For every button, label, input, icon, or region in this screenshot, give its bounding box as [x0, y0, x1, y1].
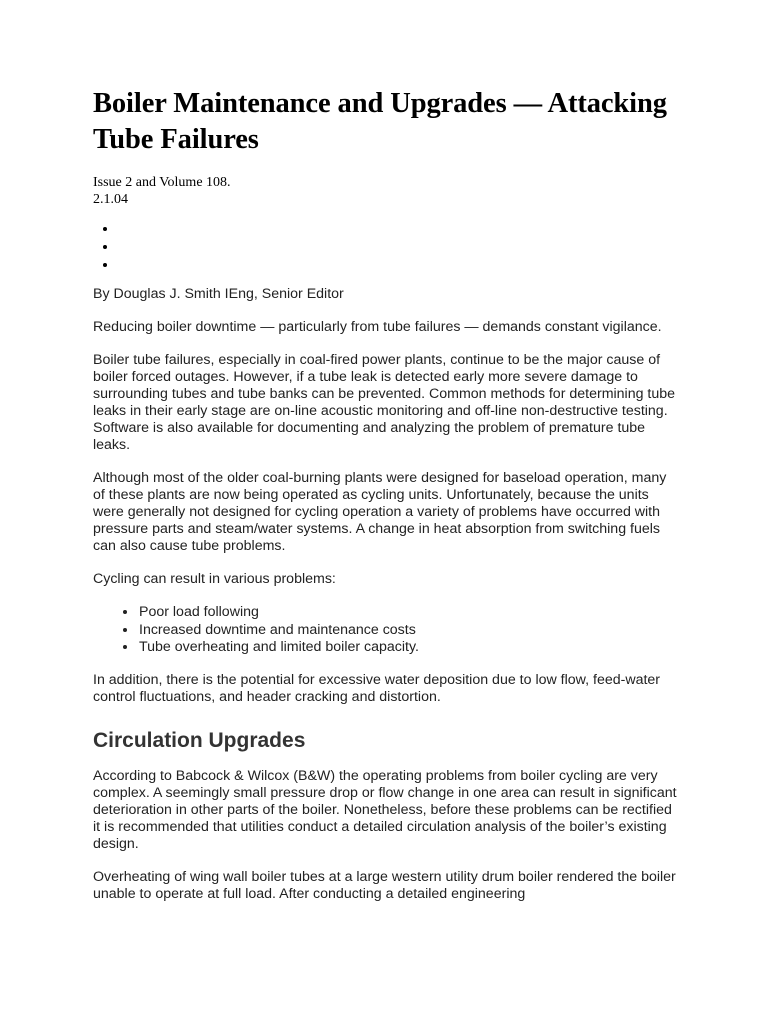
paragraph-intro: Reducing boiler downtime — particularly from tube failures — demands constant vigilance. — [93, 319, 662, 335]
share-link-item[interactable] — [117, 238, 678, 256]
issue-info: Issue 2 and Volume 108. — [93, 175, 231, 190]
share-links-list — [93, 220, 678, 274]
article-meta — [93, 174, 678, 208]
problems-list — [93, 604, 678, 657]
list-item: • Tube overheating and limited boiler capacity. — [138, 639, 678, 657]
share-link-item[interactable] — [117, 256, 678, 274]
paragraph-tube-failures: Boiler tube failures, especially in coal-fired power plants, continue to be the major cause of boiler forced outages. However, if a tube leak is detected early more severe damage to surrounding tubes and tube banks can be prevented. Common methods for determining tube leaks in their early stage are on-line acoustic monitoring and off-line non-destructive testing. Software is also available for documenting and analyzing the problem of premature tube leaks. — [93, 352, 676, 453]
list-item: • Poor load following — [138, 604, 678, 622]
paragraph-cycling-problems: Cycling can result in various problems: — [93, 571, 336, 587]
section-heading: Circulation Upgrades — [93, 728, 306, 752]
article — [93, 86, 678, 919]
publish-date: 2.1.04 — [93, 192, 128, 207]
paragraph-wing-wall: Overheating of wing wall boiler tubes at a large western utility drum boiler rendered the boiler unable to operate at full load. After conducting a detailed engineering — [93, 868, 676, 902]
paragraph-bw: According to Babcock & Wilcox (B&W) the operating problems from boiler cycling are very complex. A seemingly small pressure drop or flow change in one area can result in significant deterioration in other parts of the boiler. Nonetheless, before these problems can be rectified it is recommended that utilities conduct a detailed circulation analysis of the boiler’s existing design. — [93, 767, 677, 852]
list-item: • Increased downtime and maintenance costs — [138, 622, 678, 640]
article-title: Boiler Maintenance and Upgrades — Attacking Tube Failures — [93, 88, 667, 155]
share-link-item[interactable] — [117, 220, 678, 238]
byline: By Douglas J. Smith IEng, Senior Editor — [93, 286, 344, 302]
paragraph-addition: In addition, there is the potential for excessive water deposition due to low flow, feed-water control fluctuations, and header cracking and distortion. — [93, 671, 661, 705]
paragraph-cycling-units: Although most of the older coal-burning plants were designed for baseload operation, many of these plants are now being operated as cycling units. Unfortunately, because the units were generally not designed for cycling operation a variety of problems have occurred with pressure parts and steam/water systems. A change in heat absorption from switching fuels can also cause tube problems. — [93, 470, 667, 554]
